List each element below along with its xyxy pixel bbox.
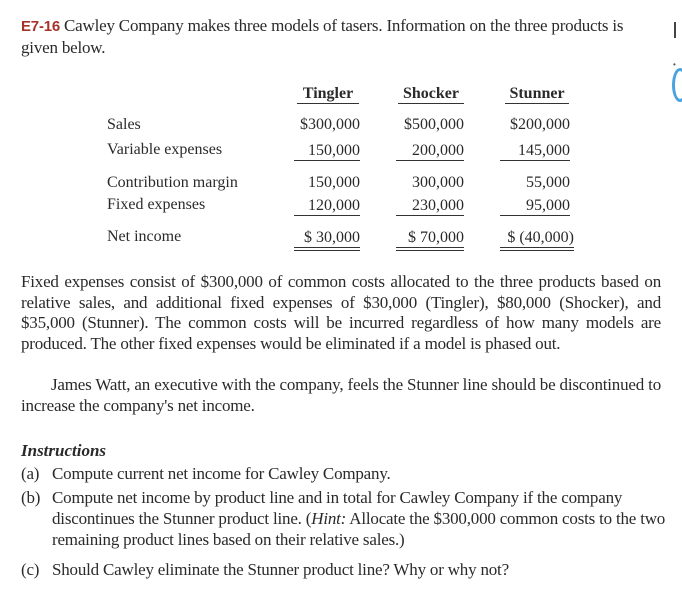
cell-tingler-net-income: $ 30,000 xyxy=(294,228,360,251)
instructions-title: Instructions xyxy=(21,441,107,460)
cell-tingler-contribution: 150,000 xyxy=(308,174,360,191)
instruction-text-a: Compute current net income for Cawley Company. xyxy=(52,464,391,483)
row-label-net-income: Net income xyxy=(107,228,182,245)
financial-table xyxy=(0,0,682,260)
instruction-hint-open-b: ( xyxy=(305,509,312,528)
cell-shocker-net-income: $ 70,000 xyxy=(396,228,464,251)
cell-stunner-net-income: $ (40,000) xyxy=(500,228,574,251)
column-header-shocker: Shocker xyxy=(398,84,464,104)
instruction-hint-label-b: Hint: xyxy=(311,509,347,528)
instruction-tag-c: (c) xyxy=(21,560,40,579)
column-header-tingler: Tingler xyxy=(297,84,359,104)
cell-tingler-variable: 150,000 xyxy=(294,141,360,161)
row-label-fixed-expenses: Fixed expenses xyxy=(107,196,206,213)
cell-tingler-fixed: 120,000 xyxy=(294,196,360,216)
cell-tingler-sales: $300,000 xyxy=(300,116,360,133)
instruction-tag-b: (b) xyxy=(21,488,41,507)
cell-shocker-variable: 200,000 xyxy=(396,141,464,161)
instruction-body-b xyxy=(52,487,666,550)
cell-shocker-contribution: 300,000 xyxy=(412,174,464,191)
row-label-variable-expenses: Variable expenses xyxy=(107,141,223,158)
cell-stunner-sales: $200,000 xyxy=(510,116,570,133)
instruction-item-c xyxy=(21,559,666,580)
row-label-contribution-margin: Contribution margin xyxy=(107,174,238,191)
instruction-text-c: Should Cawley eliminate the Stunner product line? Why or why not? xyxy=(52,560,509,579)
exercise-id: E7-16 xyxy=(21,18,61,35)
instruction-item-b xyxy=(21,487,666,550)
cell-shocker-sales: $500,000 xyxy=(404,116,464,133)
page-edge-dot: • xyxy=(673,60,676,69)
cell-stunner-contribution: 55,000 xyxy=(526,174,570,191)
cell-stunner-fixed: 95,000 xyxy=(500,196,570,216)
column-header-stunner: Stunner xyxy=(505,84,569,104)
instruction-item-a xyxy=(21,463,666,484)
instruction-hint-text-b: Allocate the $300,000 common costs to the two remaining product lines based on their relative sales.) xyxy=(52,509,666,549)
executive-paragraph: James Watt, an executive with the company, feels the Stunner line should be discontinued to increase the company's net income. xyxy=(21,375,661,415)
exercise-intro-text: Cawley Company makes three models of tasers. Information on the three products is given below. xyxy=(21,16,624,57)
cell-shocker-fixed: 230,000 xyxy=(396,196,464,216)
fixed-expenses-paragraph: Fixed expenses consist of $300,000 of common costs allocated to the three products based on relative sales, and additional fixed expenses of $30,000 (Tingler), $80,000 (Shocker), and $35,000 (Stunner). The common costs will be incurred regardless of how many models are produced. The other fixed expenses would be eliminated if a model is phased out. xyxy=(21,272,661,353)
row-label-sales: Sales xyxy=(107,116,141,133)
instruction-tag-a: (a) xyxy=(21,464,40,483)
cell-stunner-variable: 145,000 xyxy=(500,141,570,161)
instruction-text-b: Compute net income by product line and in total for Cawley Company if the company discontinues the Stunner product line. xyxy=(52,488,623,528)
